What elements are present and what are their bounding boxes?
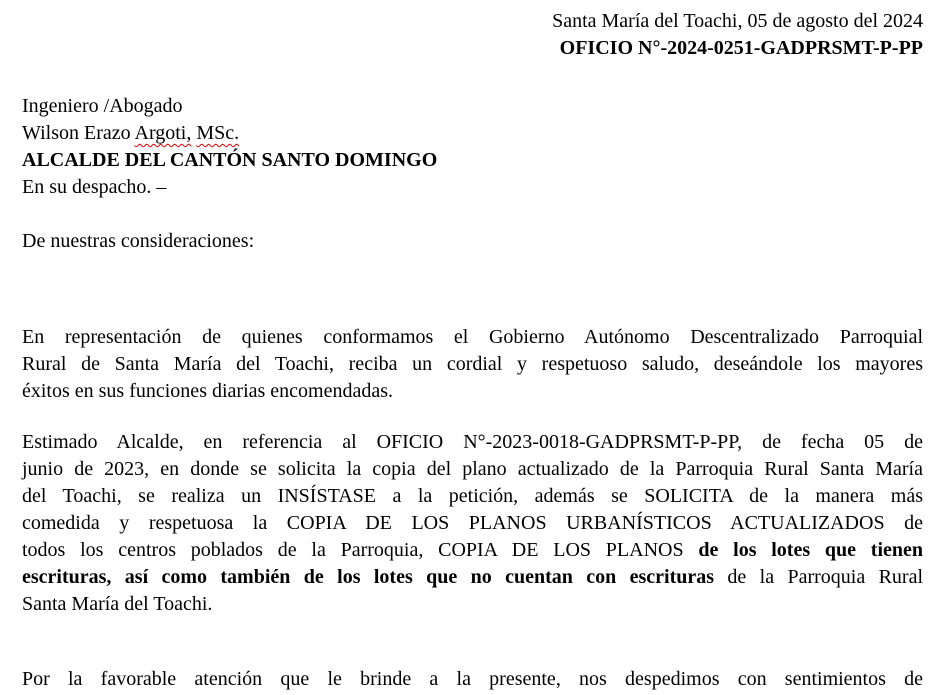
paragraph-line bbox=[22, 510, 923, 537]
greeting-paragraph bbox=[22, 324, 923, 405]
paragraph-line bbox=[22, 378, 923, 405]
recipient-block bbox=[22, 93, 923, 201]
paragraph-line bbox=[22, 429, 923, 456]
oficio-number-line: OFICIO N°-2024-0251-GADPRSMT-P-PP bbox=[559, 37, 923, 59]
paragraph-line bbox=[22, 456, 923, 483]
text-segment: Por la favorable atención que le brinde a la presente, nos despedimos con sentimientos de bbox=[22, 668, 923, 690]
recipient-title-line: Ingeniero /Abogado bbox=[22, 95, 183, 117]
misspelled-word: MSc. bbox=[196, 122, 240, 144]
paragraph-line bbox=[22, 351, 923, 378]
bold-text-segment: escrituras, así como también de los lotes que no cuentan con escrituras bbox=[22, 566, 715, 588]
text-segment: En representación de quienes conformamos el Gobierno Autónomo Descentralizado Parroquial bbox=[22, 326, 923, 348]
paragraph-line bbox=[22, 564, 923, 591]
text-segment: Rural de Santa María del Toachi, reciba un cordial y respetuoso saludo, deseándole los mayores bbox=[22, 353, 923, 375]
text-segment: comedida y respetuosa la COPIA DE LOS PLANOS URBANÍSTICOS ACTUALIZADOS de bbox=[22, 512, 923, 534]
text-segment: todos los centros poblados de la Parroquia, COPIA DE LOS PLANOS bbox=[22, 539, 699, 561]
recipient-address-line: En su despacho. – bbox=[22, 176, 167, 198]
letter-header bbox=[22, 8, 923, 62]
closing-paragraph bbox=[22, 666, 923, 693]
letter-body bbox=[22, 324, 923, 693]
recipient-name-line bbox=[22, 120, 923, 147]
paragraph-line bbox=[22, 483, 923, 510]
text-segment: Santa María del Toachi. bbox=[22, 593, 213, 615]
misspelled-word: Argoti, bbox=[134, 122, 192, 144]
text-segment: de la Parroquia Rural bbox=[714, 566, 924, 588]
text-segment: éxitos en sus funciones diarias encomendadas. bbox=[22, 380, 394, 402]
text-segment: junio de 2023, en donde se solicita la copia del plano actualizado de la Parroquia Rural Santa María bbox=[22, 458, 923, 480]
paragraph-line bbox=[22, 591, 923, 618]
paragraph-line bbox=[22, 537, 923, 564]
text-segment: Estimado Alcalde, en referencia al OFICIO N°-2023-0018-GADPRSMT-P-PP, de fecha 05 de bbox=[22, 431, 923, 453]
request-paragraph bbox=[22, 429, 923, 618]
recipient-role-line: ALCALDE DEL CANTÓN SANTO DOMINGO bbox=[22, 149, 438, 171]
text-segment: Wilson Erazo bbox=[22, 122, 135, 144]
text-segment: del Toachi, se realiza un INSÍSTASE a la petición, además se SOLICITA de la manera más bbox=[22, 485, 923, 507]
salutation-line: De nuestras consideraciones: bbox=[22, 230, 255, 252]
bold-text-segment: de los lotes que tienen bbox=[698, 539, 924, 561]
paragraph-line bbox=[22, 324, 923, 351]
date-line: Santa María del Toachi, 05 de agosto del 2024 bbox=[552, 10, 923, 32]
paragraph-line bbox=[22, 666, 923, 693]
